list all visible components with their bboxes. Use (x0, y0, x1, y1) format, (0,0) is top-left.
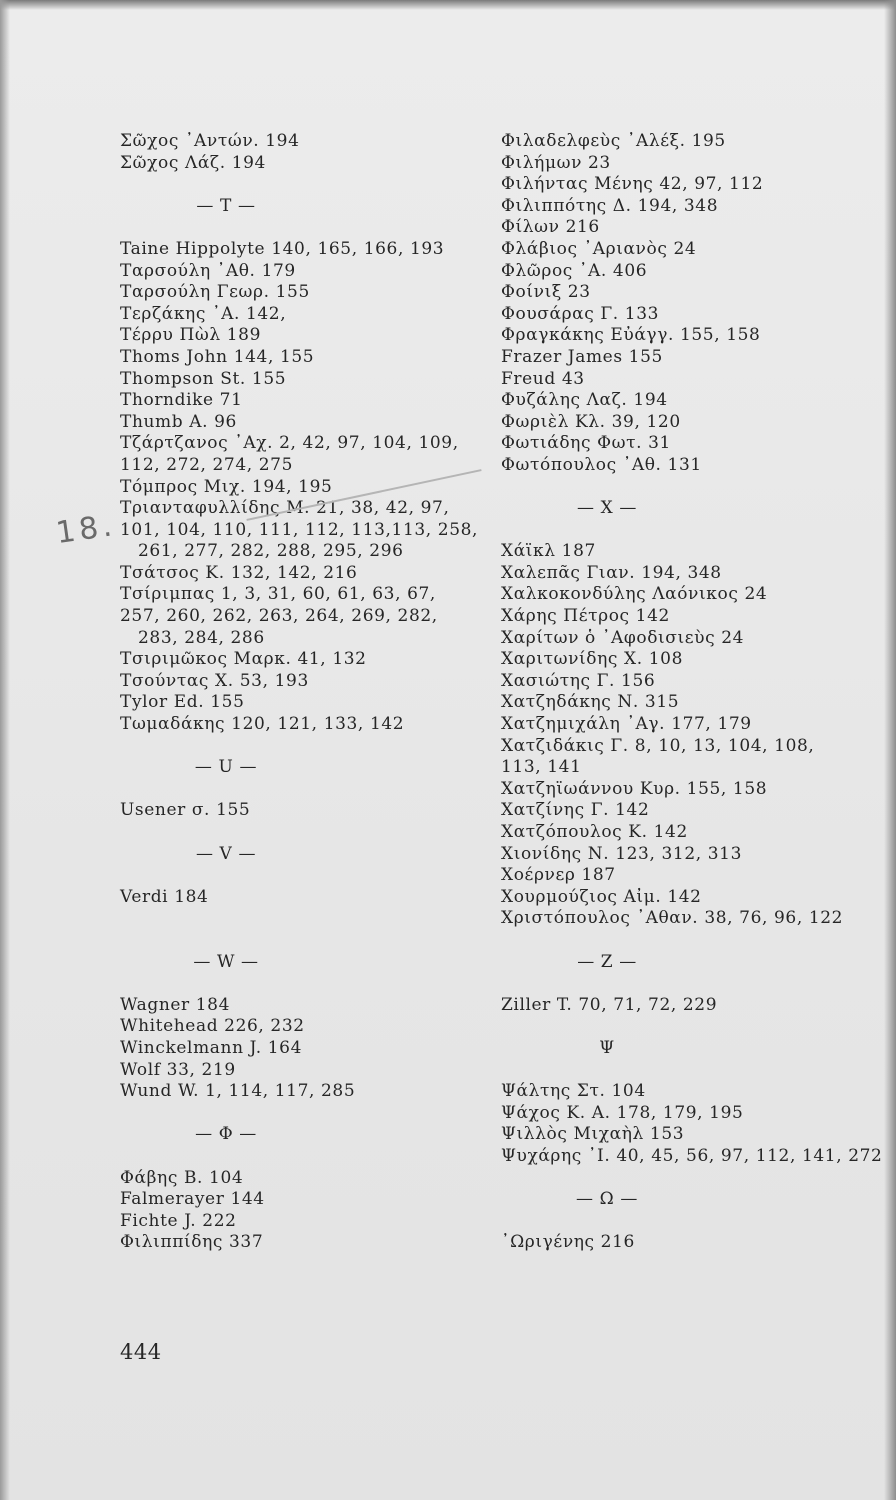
letter-section-header: — Φ — (195, 1124, 257, 1145)
index-entry: Χαλκοκονδύλης Λαόνικος 24 (501, 584, 768, 605)
index-entry: Falmerayer 144 (120, 1189, 265, 1210)
blank-line (501, 477, 881, 499)
index-entry: Τερζάκης ᾿Α. 142, (120, 303, 287, 324)
index-entry: Τσούντας Χ. 53, 193 (120, 670, 309, 691)
index-entry: Τζάρτζανος ᾿Αχ. 2, 42, 97, 104, 109, (120, 433, 459, 454)
letter-section-header: Ψ (599, 1037, 615, 1058)
handwritten-margin-note: 18. (53, 508, 118, 551)
index-entry: Wolf 33, 219 (120, 1059, 236, 1080)
index-entry-continuation: 261, 277, 282, 288, 295, 296 (138, 541, 404, 562)
blank-line (120, 822, 480, 844)
blank-line (120, 174, 480, 196)
index-entry: Ψιλλὸς Μιχαὴλ 153 (501, 1124, 685, 1145)
index-entry: Φυζάλης Λαζ. 194 (501, 390, 668, 411)
blank-line (120, 1103, 480, 1125)
blank-line (120, 1146, 480, 1168)
index-entry: Freud 43 (501, 368, 585, 389)
index-entry: Τέρρυ Πὼλ 189 (120, 325, 261, 346)
index-entry: Φουσάρας Γ. 133 (501, 303, 660, 324)
index-entry: Χατζίνης Γ. 142 (501, 800, 650, 821)
index-entry: Fichte J. 222 (120, 1210, 237, 1231)
blank-line (120, 217, 480, 239)
index-right-column (501, 131, 881, 1254)
index-entry: Φωτιάδης Φωτ. 31 (501, 433, 671, 454)
index-entry: Τωμαδάκης 120, 121, 133, 142 (120, 714, 405, 735)
blank-line (501, 930, 881, 952)
index-entry: Τόμπρος Μιχ. 194, 195 (120, 476, 333, 497)
blank-line (501, 1060, 881, 1082)
blank-line (501, 1016, 881, 1038)
index-entry: Φωτόπουλος ᾿Αθ. 131 (501, 454, 702, 475)
blank-line (120, 736, 480, 758)
index-entry: Thompson St. 155 (120, 368, 287, 389)
blank-line (501, 520, 881, 542)
index-entry: Φωριὲλ Κλ. 39, 120 (501, 411, 681, 432)
blank-line (501, 973, 881, 995)
index-left-column (120, 131, 480, 1254)
index-entry: Χιονίδης Ν. 123, 312, 313 (501, 843, 742, 864)
index-entry: Χαλεπᾶς Γιαν. 194, 348 (501, 562, 722, 583)
index-entry: Usener σ. 155 (120, 800, 251, 821)
index-entry: Wund W. 1, 114, 117, 285 (120, 1081, 356, 1102)
letter-section-header: — Ω — (576, 1189, 638, 1210)
blank-line (120, 930, 480, 952)
index-entry: Ψυχάρης ᾿Ι. 40, 45, 56, 97, 112, 141, 272 (501, 1145, 883, 1166)
letter-section-header: — Χ — (577, 498, 637, 519)
index-entry: Wagner 184 (120, 994, 231, 1015)
index-entry: Tylor Ed. 155 (120, 692, 245, 713)
index-entry: Thorndike 71 (120, 390, 243, 411)
index-entry: Ψάχος Κ. Α. 178, 179, 195 (501, 1102, 744, 1123)
index-entry: Χάρης Πέτρος 142 (501, 606, 670, 627)
index-entry: Χουρμούζιος Αἰμ. 142 (501, 886, 702, 907)
index-entry-continuation: 257, 260, 262, 263, 264, 269, 282, (120, 606, 438, 627)
page-number: 444 (120, 1340, 162, 1364)
index-entry: Ταρσούλη ᾿Αθ. 179 (120, 260, 296, 281)
letter-section-header: — U — (194, 757, 258, 778)
index-entry: Frazer James 155 (501, 346, 663, 367)
index-entry: Χασιώτης Γ. 156 (501, 670, 656, 691)
page-right-edge (884, 0, 896, 1500)
index-entry: Φίλων 216 (501, 217, 600, 238)
index-entry: Φιλιππίδης 337 (120, 1232, 264, 1253)
index-entry: Thoms John 144, 155 (120, 346, 315, 367)
letter-section-header: — W — (193, 951, 259, 972)
index-entry-continuation: 112, 272, 274, 275 (120, 454, 294, 475)
index-entry: Χατζηδάκης Ν. 315 (501, 692, 680, 713)
index-entry: Φάβης Β. 104 (120, 1167, 244, 1188)
letter-section-header: — Τ — (196, 195, 256, 216)
index-entry: Τσιριμῶκος Μαρκ. 41, 132 (120, 649, 367, 670)
index-entry: Χριστόπουλος ᾿Αθαν. 38, 76, 96, 122 (501, 908, 844, 929)
index-entry: Whitehead 226, 232 (120, 1016, 305, 1037)
index-entry: Φλῶρος ᾿Α. 406 (501, 260, 648, 281)
index-entry: Winckelmann J. 164 (120, 1037, 302, 1058)
index-entry: Ψάλτης Στ. 104 (501, 1081, 646, 1102)
index-entry: Χοέρνερ 187 (501, 865, 616, 886)
index-entry: Φιλήντας Μένης 42, 97, 112 (501, 174, 764, 195)
index-entry-continuation: 283, 284, 286 (138, 627, 265, 648)
index-entry: Taine Hippolyte 140, 165, 166, 193 (120, 238, 445, 259)
index-entry: Τσάτσος Κ. 132, 142, 216 (120, 562, 358, 583)
blank-line (501, 1168, 881, 1190)
index-entry-continuation: 101, 104, 110, 111, 112, 113,113, 258, (120, 519, 479, 540)
index-entry: Σῶχος ᾿Αντών. 194 (120, 131, 300, 151)
index-entry: Thumb A. 96 (120, 411, 237, 432)
index-entry: Χαριτωνίδης Χ. 108 (501, 649, 684, 670)
index-entry: Φιλήμων 23 (501, 152, 611, 173)
index-entry: Χατζόπουλος Κ. 142 (501, 822, 688, 842)
index-entry: Ταρσούλη Γεωρ. 155 (120, 282, 310, 303)
blank-line (501, 1211, 881, 1233)
index-entry: Ziller T. 70, 71, 72, 229 (501, 994, 718, 1015)
letter-section-header: — V — (195, 843, 257, 864)
index-entry: Φραγκάκης Εὐάγγ. 155, 158 (501, 325, 761, 346)
index-entry: Χατζηϊωάννου Κυρ. 155, 158 (501, 778, 768, 799)
index-entry: Τριανταφυλλίδης Μ. 21, 38, 42, 97, (120, 498, 450, 519)
page-left-edge (0, 0, 10, 1500)
index-entry: Verdi 184 (120, 886, 209, 907)
index-entry: Φιλιππότης Δ. 194, 348 (501, 195, 719, 216)
letter-section-header: — Ζ — (577, 951, 637, 972)
index-entry: Χατζιδάκις Γ. 8, 10, 13, 104, 108, (501, 735, 815, 756)
blank-line (120, 908, 480, 930)
index-entry: Χατζημιχάλη ᾿Αγ. 177, 179 (501, 714, 752, 735)
index-entry: Χάϊκλ 187 (501, 541, 596, 562)
page-top-edge (0, 0, 896, 10)
blank-line (120, 973, 480, 995)
index-entry: ᾿Ωριγένης 216 (501, 1232, 635, 1253)
blank-line (120, 865, 480, 887)
index-entry: Φλάβιος ᾿Αριανὸς 24 (501, 238, 697, 259)
index-entry: Φοίνιξ 23 (501, 282, 591, 303)
blank-line (120, 779, 480, 801)
index-entry: Φιλαδελφεὺς ᾿Αλέξ. 195 (501, 131, 726, 151)
index-entry: Χαρίτων ὁ ᾿Αφοδισιεὺς 24 (501, 627, 745, 648)
index-entry: Σῶχος Λάζ. 194 (120, 152, 266, 173)
index-entry-continuation: 113, 141 (501, 757, 582, 778)
index-entry: Τσίριμπας 1, 3, 31, 60, 61, 63, 67, (120, 584, 436, 605)
